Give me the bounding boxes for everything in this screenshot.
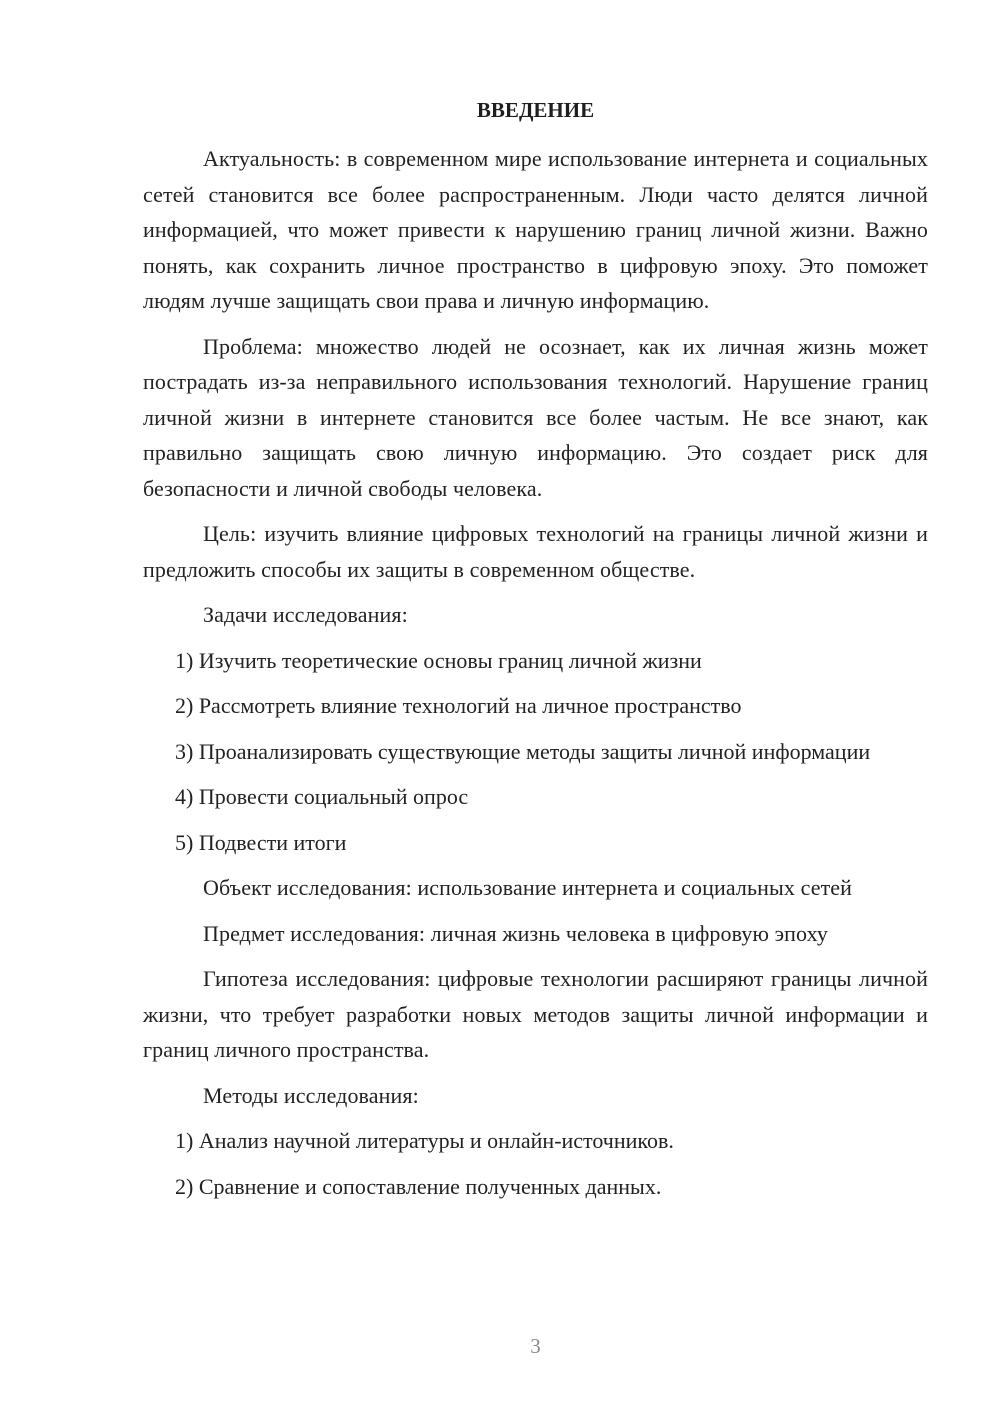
method-item: 2) Сравнение и сопоставление полученных данных. <box>175 1173 662 1199</box>
section-heading: ВВЕДЕНИЕ <box>476 98 595 122</box>
task-item: 4) Провести социальный опрос <box>175 784 469 809</box>
task-item: 5) Подвести итоги <box>175 829 347 855</box>
task-item: 1) Изучить теоретические основы границ личной жизни <box>175 647 702 673</box>
task-item: 3) Проанализировать существующие методы защиты личной информации <box>175 738 871 764</box>
problem-paragraph: Проблема: множество людей не осознает, как их личная жизнь может пострадать из-за неправильного использования технологий. Нарушение границ личной жизни в интернете становится все более частым. Не все знают, как правильно защищать свою личную информацию. Это создает риск для безопасности и личной свободы человека. <box>143 333 928 501</box>
tasks-intro: Задачи исследования: <box>203 602 408 627</box>
hypothesis-paragraph: Гипотеза исследования: цифровые технологии расширяют границы личной жизни, что требует разработки новых методов защиты личной информации и границ личного пространства. <box>143 966 928 1062</box>
document-body <box>143 141 928 1214</box>
goal-paragraph: Цель: изучить влияние цифровых технологий на границы личной жизни и предложить способы их защиты в современном обществе. <box>143 521 928 582</box>
subject-paragraph: Предмет исследования: личная жизнь человека в цифровую эпоху <box>203 920 828 946</box>
relevance-paragraph: Актуальность: в современном мире использование интернета и социальных сетей становится все более распространенным. Люди часто делятся личной информацией, что может привести к нарушению границ личной жизни. Важно понять, как сохранить личное пространство в цифровую эпоху. Это поможет людям лучше защищать свои права и личную информацию. <box>143 146 928 313</box>
object-paragraph: Объект исследования: использование интернета и социальных сетей <box>203 875 853 900</box>
page-number: 3 <box>530 1334 541 1358</box>
method-item: 1) Анализ научной литературы и онлайн-источников. <box>175 1128 674 1153</box>
methods-intro: Методы исследования: <box>203 1082 419 1108</box>
task-item: 2) Рассмотреть влияние технологий на личное пространство <box>175 693 742 718</box>
